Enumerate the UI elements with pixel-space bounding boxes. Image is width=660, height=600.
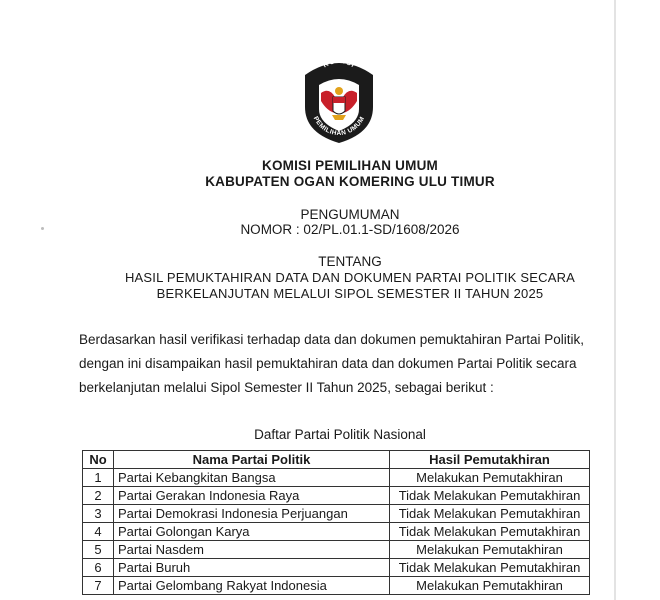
table-row <box>83 505 590 523</box>
table-row <box>83 487 590 505</box>
row-party-name: Partai Kebangkitan Bangsa <box>114 469 390 487</box>
header-result: Hasil Pemutakhiran <box>390 451 590 469</box>
garuda-head <box>335 87 343 95</box>
row-party-name: Partai Nasdem <box>114 541 390 559</box>
table-row <box>83 523 590 541</box>
row-no: 2 <box>83 487 114 505</box>
body-text-line3: berkelanjutan melalui Sipol Semester II Tahun 2025, sebagai berikut : <box>79 380 494 395</box>
kpu-logo <box>299 57 379 143</box>
header-no: No <box>83 451 114 469</box>
row-result: Tidak Melakukan Pemutakhiran <box>390 523 590 541</box>
row-no: 3 <box>83 505 114 523</box>
row-result: Tidak Melakukan Pemutakhiran <box>390 559 590 577</box>
row-result: Melakukan Pemutakhiran <box>390 469 590 487</box>
row-no: 6 <box>83 559 114 577</box>
row-no: 4 <box>83 523 114 541</box>
row-party-name: Partai Buruh <box>114 559 390 577</box>
table-row <box>83 541 590 559</box>
party-table <box>82 450 590 595</box>
row-no: 5 <box>83 541 114 559</box>
table-caption: Daftar Partai Politik Nasional <box>254 427 426 442</box>
row-result: Tidak Melakukan Pemutakhiran <box>390 487 590 505</box>
table-header-row <box>83 451 590 469</box>
row-party-name: Partai Gerakan Indonesia Raya <box>114 487 390 505</box>
row-party-name: Partai Golongan Karya <box>114 523 390 541</box>
svg-text:KOMISI: KOMISI <box>321 57 357 70</box>
row-result: Tidak Melakukan Pemutakhiran <box>390 505 590 523</box>
announcement-label: PENGUMUMAN <box>300 207 400 222</box>
garuda-shield-red <box>333 97 345 103</box>
table-row <box>83 577 590 595</box>
row-no: 7 <box>83 577 114 595</box>
row-party-name: Partai Gelombang Rakyat Indonesia <box>114 577 390 595</box>
org-name-line2: KABUPATEN OGAN KOMERING ULU TIMUR <box>205 174 495 189</box>
header-party-name: Nama Partai Politik <box>114 451 390 469</box>
row-no: 1 <box>83 469 114 487</box>
org-name-line1: KOMISI PEMILIHAN UMUM <box>262 158 438 173</box>
table-row <box>83 469 590 487</box>
table-row <box>83 559 590 577</box>
body-text-line1: Berdasarkan hasil verifikasi terhadap data dan dokumen pemuktahiran Partai Politik, <box>79 332 585 347</box>
row-party-name: Partai Demokrasi Indonesia Perjuangan <box>114 505 390 523</box>
body-text-line2: dengan ini disampaikan hasil pemuktahiran data dan dokumen Partai Politik secara <box>79 356 577 371</box>
announcement-about: TENTANG <box>318 254 382 269</box>
row-result: Melakukan Pemutakhiran <box>390 541 590 559</box>
announcement-subject-line2: BERKELANJUTAN MELALUI SIPOL SEMESTER II TAHUN 2025 <box>156 286 544 301</box>
svg-text:PEMILIHAN UMUM: PEMILIHAN UMUM <box>311 115 367 138</box>
row-result: Melakukan Pemutakhiran <box>390 577 590 595</box>
announcement-subject-line1: HASIL PEMUKTAHIRAN DATA DAN DOKUMEN PARTAI POLITIK SECARA <box>124 270 576 285</box>
announcement-number: NOMOR : 02/PL.01.1-SD/1608/2026 <box>240 222 460 237</box>
